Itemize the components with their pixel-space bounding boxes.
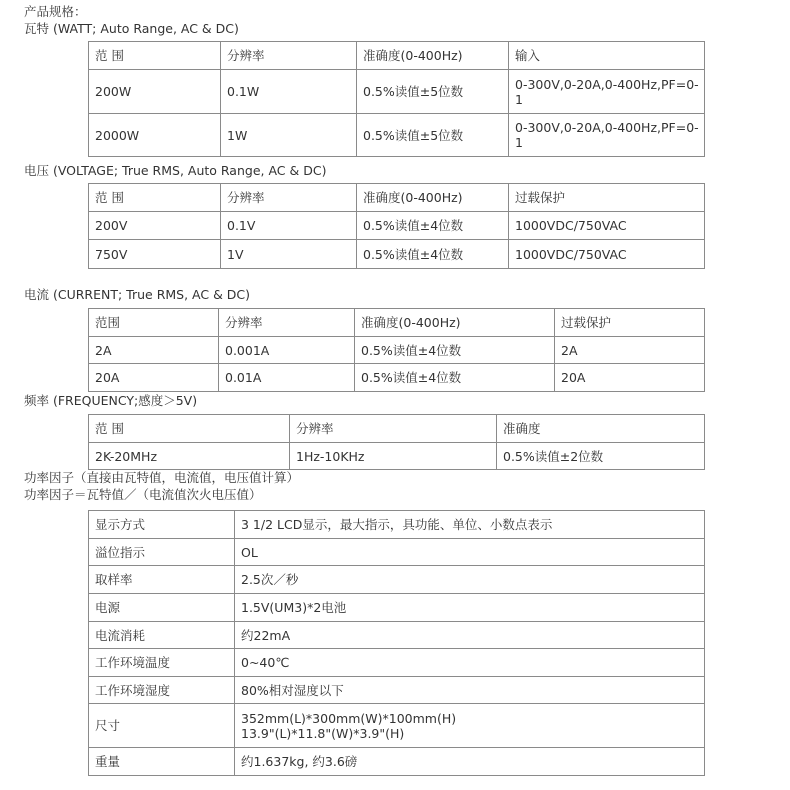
general-spec-table: [88, 510, 705, 776]
table-row: [89, 539, 705, 566]
voltage-cell-range: 750V: [89, 240, 221, 269]
table-row: [89, 70, 705, 114]
table-row: [89, 364, 705, 392]
current-cell-range: 20A: [89, 364, 219, 392]
watt-cell-range: 2000W: [89, 114, 221, 157]
watt-cell-accuracy: 0.5%读值±5位数: [357, 114, 509, 157]
voltage-header-range: 范 围: [89, 184, 221, 212]
watt-table: [88, 41, 705, 157]
table-row: [89, 649, 705, 677]
spec-value-power: 1.5V(UM3)*2电池: [235, 594, 705, 622]
current-cell-accuracy: 0.5%读值±4位数: [355, 337, 555, 364]
voltage-header-accuracy: 准确度(0-400Hz): [357, 184, 509, 212]
voltage-cell-overload: 1000VDC/750VAC: [509, 212, 705, 240]
voltage-cell-resolution: 0.1V: [221, 212, 357, 240]
current-header-row: [89, 309, 705, 337]
voltage-header-resolution: 分辨率: [221, 184, 357, 212]
spec-heading: 产品规格：: [24, 4, 87, 19]
frequency-table: [88, 414, 705, 470]
table-row: [89, 566, 705, 594]
spec-label-sampling: 取样率: [89, 566, 235, 594]
watt-header-accuracy: 准确度(0-400Hz): [357, 42, 509, 70]
current-cell-overload: 2A: [555, 337, 705, 364]
voltage-cell-range: 200V: [89, 212, 221, 240]
watt-cell-resolution: 1W: [221, 114, 357, 157]
frequency-header-resolution: 分辨率: [290, 415, 497, 443]
voltage-cell-overload: 1000VDC/750VAC: [509, 240, 705, 269]
watt-section-title: 瓦特 (WATT; Auto Range, AC & DC): [24, 21, 239, 36]
current-cell-accuracy: 0.5%读值±4位数: [355, 364, 555, 392]
current-section-title: 电流 (CURRENT; True RMS, AC & DC): [24, 287, 251, 302]
spec-value-consumption: 约22mA: [235, 622, 705, 649]
watt-cell-input: 0-300V,0-20A,0-400Hz,PF=0-1: [509, 114, 705, 157]
watt-cell-resolution: 0.1W: [221, 70, 357, 114]
watt-cell-input: 0-300V,0-20A,0-400Hz,PF=0-1: [509, 70, 705, 114]
spec-label-display: 显示方式: [89, 511, 235, 539]
spec-label-size: 尺寸: [89, 704, 235, 748]
spec-label-power: 电源: [89, 594, 235, 622]
voltage-cell-accuracy: 0.5%读值±4位数: [357, 240, 509, 269]
table-row: [89, 677, 705, 704]
table-row: [89, 704, 705, 748]
table-row: [89, 240, 705, 269]
current-cell-resolution: 0.001A: [219, 337, 355, 364]
table-row: [89, 443, 705, 470]
watt-cell-range: 200W: [89, 70, 221, 114]
current-header-accuracy: 准确度(0-400Hz): [355, 309, 555, 337]
frequency-header-accuracy: 准确度: [497, 415, 705, 443]
table-row: [89, 511, 705, 539]
current-cell-overload: 20A: [555, 364, 705, 392]
table-row: [89, 622, 705, 649]
table-row: [89, 594, 705, 622]
frequency-header-range: 范 围: [89, 415, 290, 443]
spec-label-overflow: 溢位指示: [89, 539, 235, 566]
spec-label-humidity: 工作环境湿度: [89, 677, 235, 704]
watt-header-range: 范 围: [89, 42, 221, 70]
spec-label-temperature: 工作环境温度: [89, 649, 235, 677]
frequency-section-title: 频率 (FREQUENCY;感度＞5V): [24, 393, 198, 408]
current-table: [88, 308, 705, 392]
spec-value-size-imperial: 13.9"(L)*11.8"(W)*3.9"(H): [241, 725, 405, 741]
spec-value-temperature: 0~40℃: [235, 649, 705, 677]
voltage-cell-accuracy: 0.5%读值±4位数: [357, 212, 509, 240]
spec-label-weight: 重量: [89, 748, 235, 776]
spec-value-size-metric: 352mm(L)*300mm(W)*100mm(H): [241, 710, 457, 726]
spec-value-weight: 约1.637kg, 约3.6磅: [235, 748, 705, 776]
frequency-header-row: [89, 415, 705, 443]
table-row: [89, 212, 705, 240]
watt-header-resolution: 分辨率: [221, 42, 357, 70]
spec-value-humidity: 80%相对湿度以下: [235, 677, 705, 704]
power-factor-line-1: 功率因子（直接由瓦特值，电流值，电压值计算）: [24, 470, 300, 485]
current-header-overload: 过载保护: [555, 309, 705, 337]
voltage-section-title: 电压 (VOLTAGE; True RMS, Auto Range, AC & DC): [24, 163, 327, 178]
frequency-cell-accuracy: 0.5%读值±2位数: [497, 443, 705, 470]
current-cell-resolution: 0.01A: [219, 364, 355, 392]
power-factor-line-2: 功率因子＝瓦特值／（电流值㳄火电压值）: [24, 487, 262, 502]
voltage-header-overload: 过载保护: [509, 184, 705, 212]
spec-value-size: [235, 704, 705, 748]
spec-value-overflow: OL: [235, 539, 705, 566]
current-cell-range: 2A: [89, 337, 219, 364]
frequency-cell-resolution: 1Hz-10KHz: [290, 443, 497, 470]
watt-header-input: 输入: [509, 42, 705, 70]
spec-value-display: 3 1/2 LCD显示，最大指示，具功能、单位、小数点表示: [235, 511, 705, 539]
spec-value-sampling: 2.5次／秒: [235, 566, 705, 594]
voltage-header-row: [89, 184, 705, 212]
spec-label-consumption: 电流消耗: [89, 622, 235, 649]
table-row: [89, 114, 705, 157]
watt-cell-accuracy: 0.5%读值±5位数: [357, 70, 509, 114]
table-row: [89, 337, 705, 364]
voltage-table: [88, 183, 705, 269]
watt-header-row: [89, 42, 705, 70]
current-header-resolution: 分辨率: [219, 309, 355, 337]
frequency-cell-range: 2K-20MHz: [89, 443, 290, 470]
table-row: [89, 748, 705, 776]
current-header-range: 范围: [89, 309, 219, 337]
voltage-cell-resolution: 1V: [221, 240, 357, 269]
